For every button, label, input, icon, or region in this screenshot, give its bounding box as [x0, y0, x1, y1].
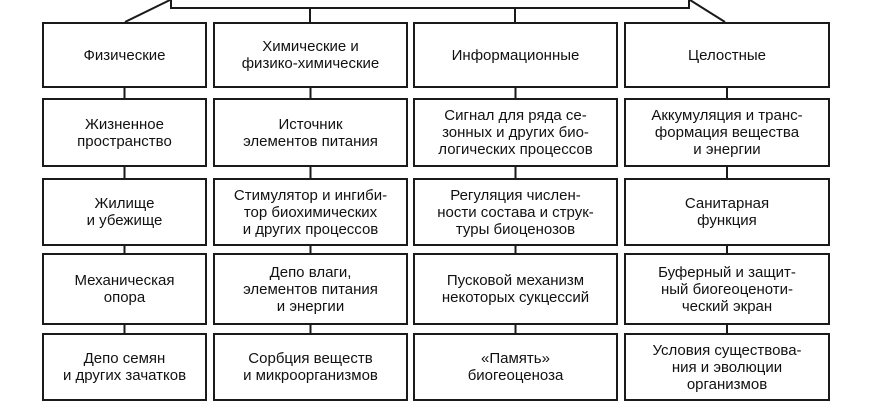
function-box: Пусковой механизм некоторых сукцессий — [413, 253, 618, 325]
function-box: Жилище и убежище — [42, 178, 207, 246]
function-box: Условия существова- ния и эволюции организмов — [624, 333, 830, 401]
top-connector-right — [690, 0, 725, 22]
function-box: Сигнал для ряда се- зонных и других био- логических процессов — [413, 98, 618, 167]
function-box: Буферный и защит- ный биогеоценоти- ческий экран — [624, 253, 830, 325]
function-box: Регуляция числен- ности состава и струк- туры биоценозов — [413, 178, 618, 246]
column-header-2: Химические и физико-химические — [213, 22, 408, 88]
column-header-3: Информационные — [413, 22, 618, 88]
function-box: «Память» биогеоценоза — [413, 333, 618, 401]
function-box: Аккумуляция и транс- формация вещества и энергии — [624, 98, 830, 167]
top-category-box — [170, 0, 690, 9]
function-box: Сорбция веществ и микроорганизмов — [213, 333, 408, 401]
function-box: Механическая опора — [42, 253, 207, 325]
function-box: Стимулятор и ингиби- тор биохимических и других процессов — [213, 178, 408, 246]
function-box: Депо семян и других зачатков — [42, 333, 207, 401]
function-box: Депо влаги, элементов питания и энергии — [213, 253, 408, 325]
column-header-1: Физические — [42, 22, 207, 88]
top-connector-left — [125, 0, 170, 22]
function-box: Жизненное пространство — [42, 98, 207, 167]
function-box: Источник элементов питания — [213, 98, 408, 167]
column-header-4: Целостные — [624, 22, 830, 88]
function-box: Санитарная функция — [624, 178, 830, 246]
